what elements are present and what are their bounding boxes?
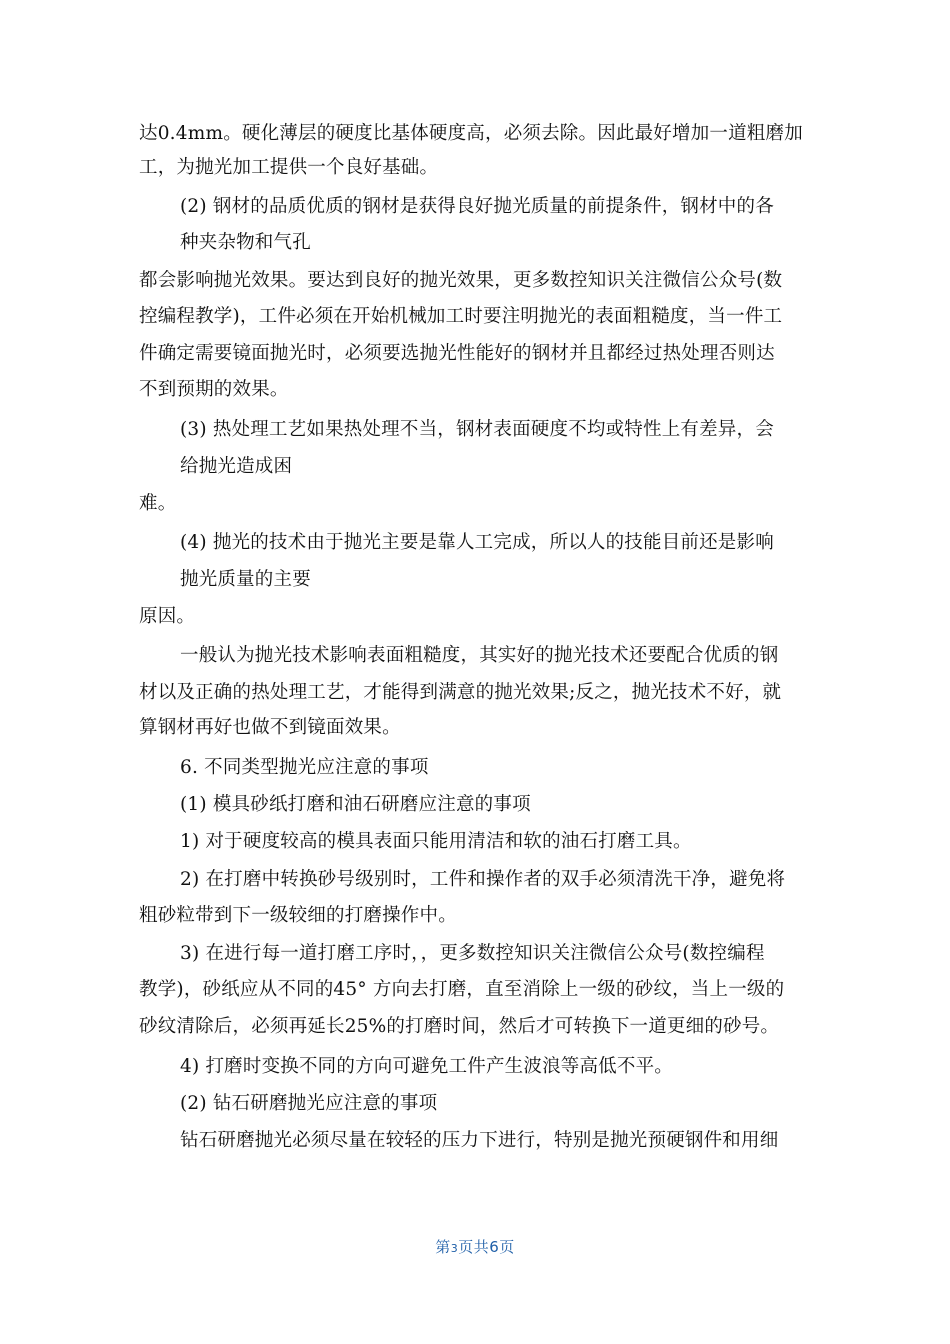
text-line: 钻石研磨抛光必须尽量在较轻的压力下进行，特别是抛光预硬钢件和用细 (180, 1130, 779, 1151)
text-line: 粗砂粒带到下一级较细的打磨操作中。 (139, 905, 457, 926)
footer-total-pages: 6 (489, 1238, 500, 1256)
text-line: 抛光质量的主要 (180, 569, 311, 590)
text-line: 都会影响抛光效果。要达到良好的抛光效果，更多数控知识关注微信公众号(数 (139, 270, 783, 291)
text-line: 难。 (139, 493, 177, 514)
page-footer (0, 1236, 950, 1257)
text-line: (2) 钢材的品质优质的钢材是获得良好抛光质量的前提条件，钢材中的各 (180, 196, 774, 217)
text-line: 算钢材再好也做不到镜面效果。 (139, 717, 401, 738)
footer-suffix: 页 (499, 1238, 515, 1256)
text-line: 达0.4mm。硬化薄层的硬度比基体硬度高，必须去除。因此最好增加一道粗磨加 (139, 123, 803, 144)
subsection-heading: (2) 钻石研磨抛光应注意的事项 (180, 1093, 438, 1114)
list-item: 3) 在进行每一道打磨工序时，，更多数控知识关注微信公众号(数控编程 (180, 943, 765, 964)
text-line: 砂纹清除后，必须再延长25%的打磨时间，然后才可转换下一道更细的砂号。 (139, 1016, 780, 1037)
text-line: (3) 热处理工艺如果热处理不当，钢材表面硬度不均或特性上有差异，会 (180, 419, 774, 440)
text-line: 件确定需要镜面抛光时，必须要选抛光性能好的钢材并且都经过热处理否则达 (139, 343, 775, 364)
subsection-heading: (1) 模具砂纸打磨和油石研磨应注意的事项 (180, 794, 531, 815)
text-line: 教学)，砂纸应从不同的45° 方向去打磨，直至消除上一级的砂纹，当上一级的 (139, 979, 785, 1000)
text-line: 不到预期的效果。 (139, 379, 289, 400)
footer-prefix: 第 (435, 1238, 451, 1256)
text-line: 种夹杂物和气孔 (180, 232, 311, 253)
list-item: 1) 对于硬度较高的模具表面只能用清洁和软的油石打磨工具。 (180, 831, 692, 852)
text-line: 原因。 (139, 606, 196, 627)
text-line: 控编程教学)，工件必须在开始机械加工时要注明抛光的表面粗糙度，当一件工 (139, 306, 783, 327)
footer-middle: 页共 (458, 1238, 490, 1256)
list-item: 2) 在打磨中转换砂号级别时，工件和操作者的双手必须清洗干净，避免将 (180, 869, 786, 890)
text-line: 材以及正确的热处理工艺，才能得到满意的抛光效果;反之，抛光技术不好，就 (139, 682, 782, 703)
list-item: 4) 打磨时变换不同的方向可避免工件产生波浪等高低不平。 (180, 1056, 673, 1077)
text-line: 一般认为抛光技术影响表面粗糙度，其实好的抛光技术还要配合优质的钢 (180, 645, 779, 666)
text-line: 工，为抛光加工提供一个良好基础。 (139, 157, 439, 178)
text-line: 给抛光造成困 (180, 456, 293, 477)
text-line: (4) 抛光的技术由于抛光主要是靠人工完成，所以人的技能目前还是影响 (180, 532, 774, 553)
footer-page-number: 3 (450, 1242, 459, 1255)
section-heading: 6. 不同类型抛光应注意的事项 (180, 757, 429, 778)
